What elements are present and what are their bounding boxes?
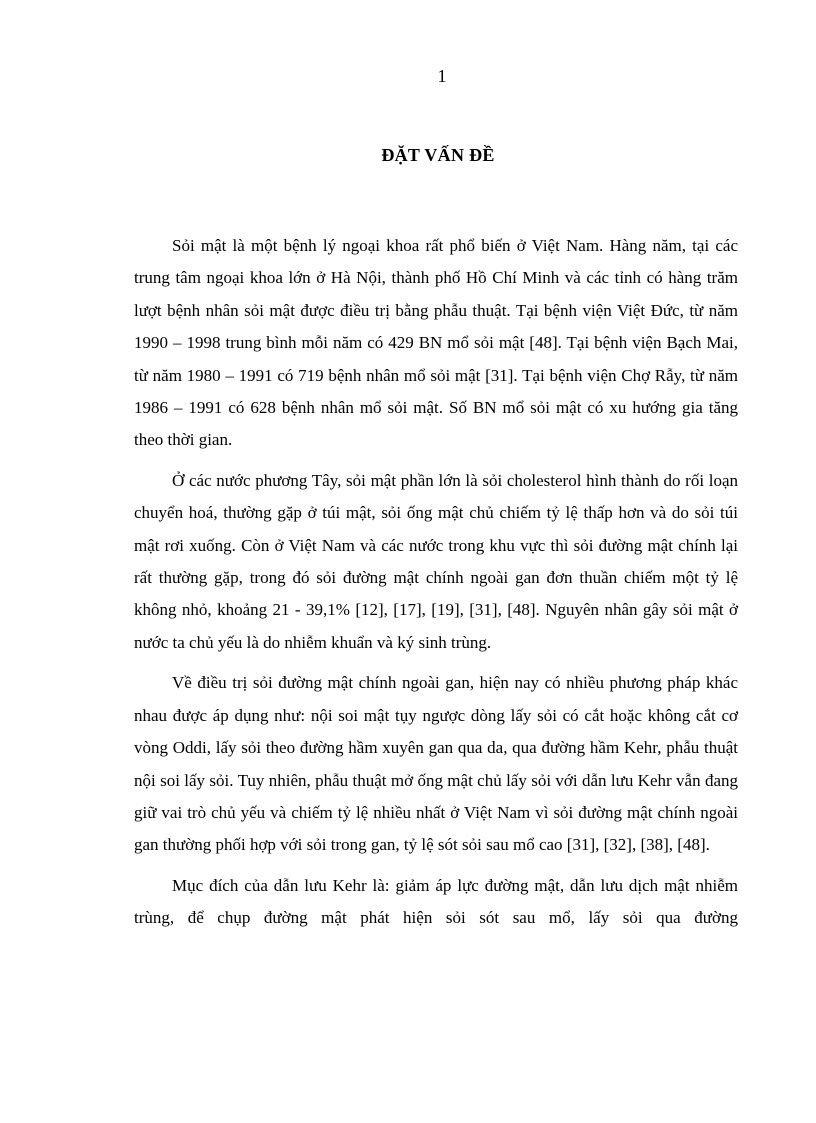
page-title: ĐẶT VẤN ĐỀ [381, 145, 495, 165]
paragraph-1: Sỏi mật là một bệnh lý ngoại khoa rất phổ biến ở Việt Nam. Hàng năm, tại các trung tâm ngoại khoa lớn ở Hà Nội, thành phố Hồ Chí Minh và các tỉnh có hàng trăm lượt bệnh nhân sỏi mật được điều trị bằng phẫu thuật. Tại bệnh viện Việt Đức, từ năm 1990 – 1998 trung bình mỗi năm có 429 BN mổ sỏi mật [48]. Tại bệnh viện Bạch Mai, từ năm 1980 – 1991 có 719 bệnh nhân mổ sỏi mật [31]. Tại bệnh viện Chợ Rẫy, từ năm 1986 – 1991 có 628 bệnh nhân mổ sỏi mật. Số BN mổ sỏi mật có xu hướng gia tăng theo thời gian. [134, 236, 738, 450]
paragraph-3: Về điều trị sỏi đường mật chính ngoài gan, hiện nay có nhiều phương pháp khác nhau được áp dụng như: nội soi mật tụy ngược dòng lấy sỏi có cắt hoặc không cắt cơ vòng Oddi, lấy sỏi theo đường hầm xuyên gan qua da, qua đường hầm Kehr, phẫu thuật nội soi lấy sỏi. Tuy nhiên, phẫu thuật mở ống mật chủ lấy sỏi với dẫn lưu Kehr vẫn đang giữ vai trò chủ yếu và chiếm tỷ lệ nhiều nhất ở Việt Nam vì sỏi đường mật chính ngoài gan thường phối hợp với sỏi trong gan, tỷ lệ sót sỏi sau mổ cao [31], [32], [38], [48]. [134, 673, 738, 855]
document-body [134, 230, 738, 943]
page-number: 1 [437, 66, 447, 86]
paragraph-2: Ở các nước phương Tây, sỏi mật phần lớn là sỏi cholesterol hình thành do rối loạn chuyển hoá, thường gặp ở túi mật, sỏi ống mật chủ chiếm tỷ lệ thấp hơn và do sỏi túi mật rơi xuống. Còn ở Việt Nam và các nước trong khu vực thì sỏi đường mật chính lại rất thường gặp, trong đó sỏi đường mật chính ngoài gan đơn thuần chiếm một tỷ lệ không nhỏ, khoảng 21 - 39,1% [12], [17], [19], [31], [48]. Nguyên nhân gây sỏi mật ở nước ta chủ yếu là do nhiễm khuẩn và ký sinh trùng. [134, 470, 738, 652]
paragraph-4: Mục đích của dẫn lưu Kehr là: giảm áp lực đường mật, dẫn lưu dịch mật nhiễm trùng, để chụp đường mật phát hiện sỏi sót sau mổ, lấy sỏi qua đường [134, 875, 738, 928]
